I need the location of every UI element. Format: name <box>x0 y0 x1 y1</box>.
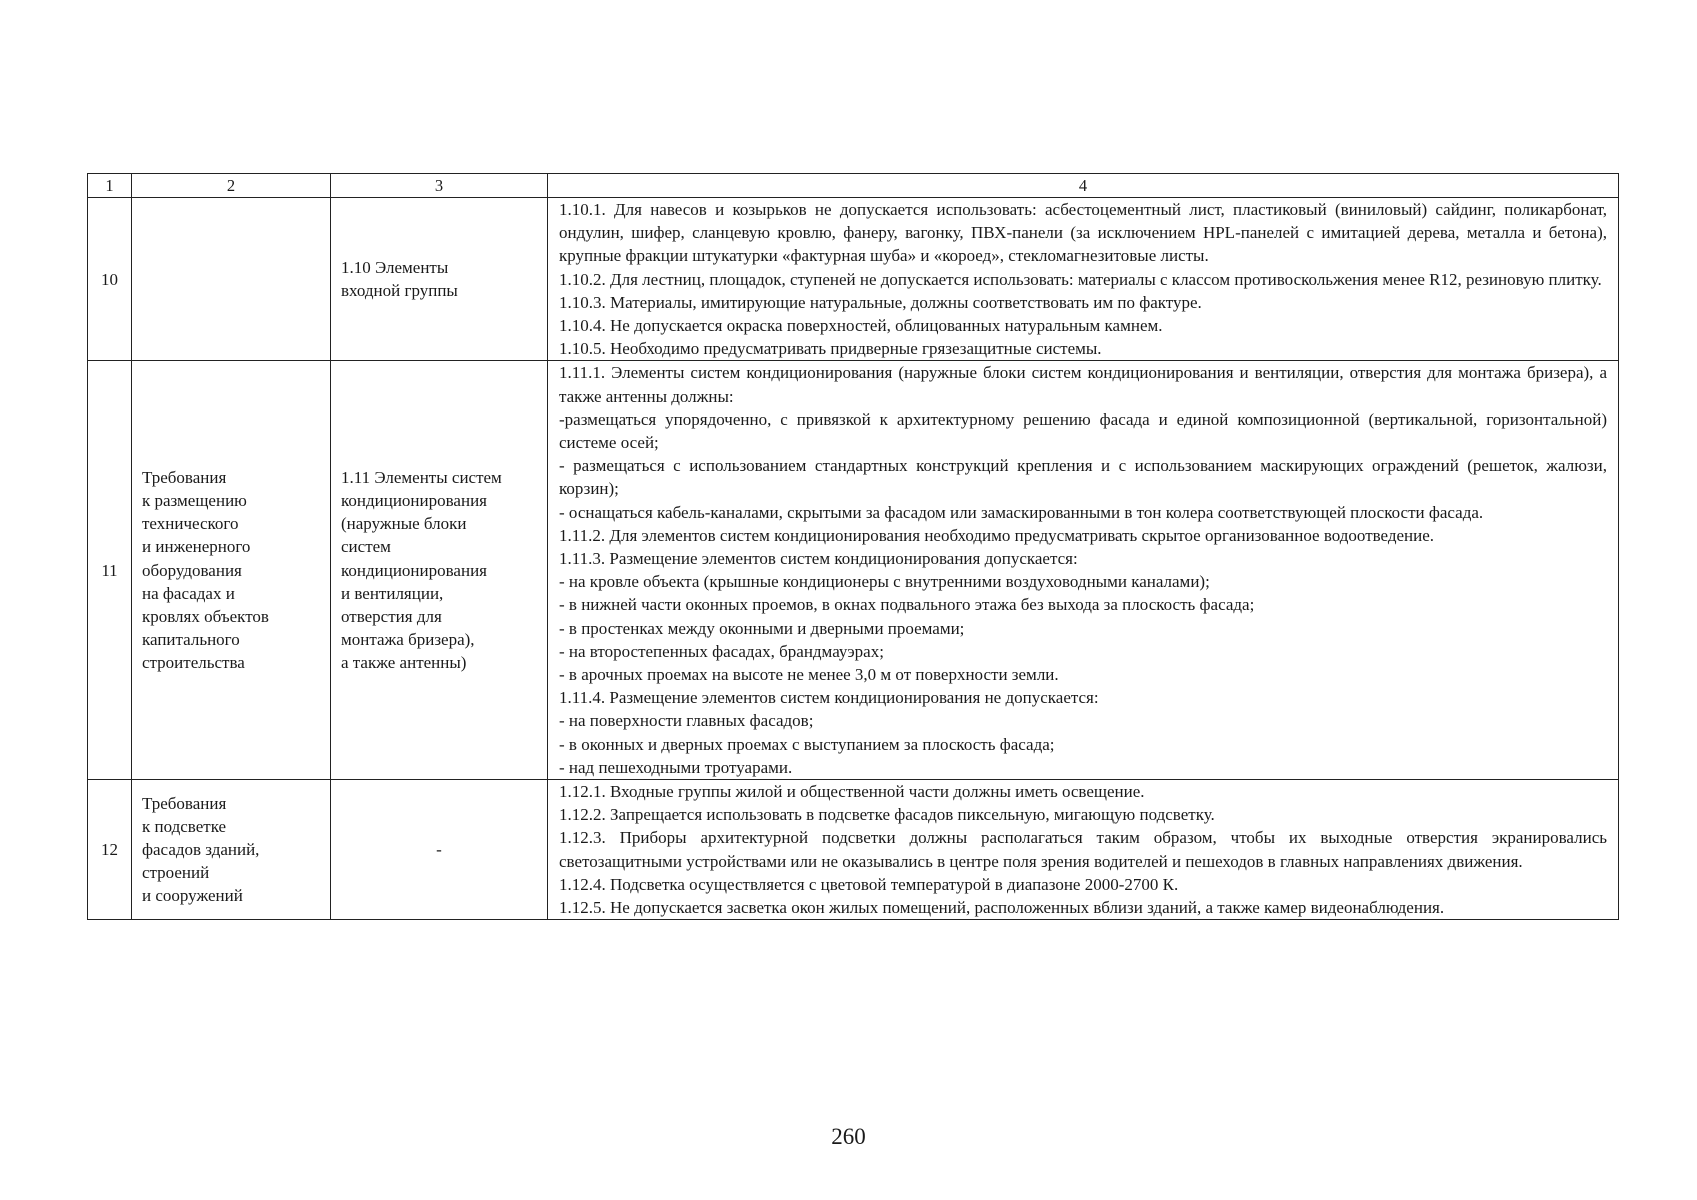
requirement-item: 1.10.1. Для навесов и козырьков не допускается использовать: асбестоцементный лист, пластиковый (виниловый) сайдинг, поликарбонат, ондулин, шифер, сланцевую кровлю, фанеру, вагонку, ПВХ-панели (за исключением HPL-панелей с имитацией дерева, металла и бетона), крупные фракции штукатурки «фактурная шуба» и «короед», стекломагнезитовые листы. <box>559 200 1607 266</box>
requirement-item: - оснащаться кабель-каналами, скрытыми за фасадом или замаскированными в тон колера соответствующей плоскости фасада. <box>559 502 1484 522</box>
table-header-row <box>88 174 1619 198</box>
requirements-table <box>87 173 1619 920</box>
requirement-item: - в оконных и дверных проемах с выступанием за плоскость фасада; <box>559 734 1055 754</box>
requirement-item: 1.10.3. Материалы, имитирующие натуральные, должны соответствовать им по фактуре. <box>559 292 1202 312</box>
requirement-item: 1.12.3. Приборы архитектурной подсветки должны располагаться таким образом, чтобы их выходные отверстия экранировались светозащитными устройствами или не оказывались в центре поля зрения водителей и пешеходов в главных направлениях движения. <box>559 828 1607 871</box>
requirements-cell <box>548 361 1619 780</box>
requirement-item: - над пешеходными тротуарами. <box>559 757 793 777</box>
row-number: 10 <box>88 198 132 361</box>
requirement-item: 1.10.5. Необходимо предусматривать придверные грязезащитные системы. <box>559 339 1102 359</box>
requirement-category <box>132 361 331 780</box>
requirement-category <box>132 198 331 361</box>
requirement-item: 1.12.4. Подсветка осуществляется с цветовой температурой в диапазоне 2000-2700 К. <box>559 874 1179 894</box>
requirement-item: - на поверхности главных фасадов; <box>559 711 814 731</box>
requirement-item: 1.10.4. Не допускается окраска поверхностей, облицованных натуральным камнем. <box>559 316 1163 336</box>
requirement-item: - на второстепенных фасадах, брандмауэрах; <box>559 641 884 661</box>
requirement-item: - размещаться с использованием стандартных конструкций крепления и с использованием маскирующих ограждений (решеток, жалюзи, корзин); <box>559 456 1607 499</box>
requirement-category <box>132 780 331 920</box>
requirement-item: 1.11.2. Для элементов систем кондиционирования необходимо предусматривать скрытое организованное водоотведение. <box>559 525 1435 545</box>
column-header-2: 2 <box>132 174 331 198</box>
column-header-4: 4 <box>548 174 1619 198</box>
requirement-item: 1.12.5. Не допускается засветка окон жилых помещений, расположенных вблизи зданий, а также камер видеонаблюдения. <box>559 898 1445 918</box>
element-name <box>331 198 548 361</box>
column-header-1: 1 <box>88 174 132 198</box>
requirement-item: 1.10.2. Для лестниц, площадок, ступеней не допускается использовать: материалы с классом противоскольжения менее R12, резиновую плитку. <box>559 269 1602 289</box>
requirement-item: - в нижней части оконных проемов, в окнах подвального этажа без выхода за плоскость фасада; <box>559 595 1255 615</box>
page-number: 260 <box>831 1124 866 1149</box>
requirement-item: - в арочных проемах на высоте не менее 3,0 м от поверхности земли. <box>559 665 1059 685</box>
element-name: - <box>331 780 548 920</box>
requirements-cell <box>548 780 1619 920</box>
requirement-category-text: Требования к подсветке фасадов зданий, строений и сооружений <box>142 793 260 906</box>
row-number: 12 <box>88 780 132 920</box>
table-row-12 <box>88 780 1619 920</box>
element-name-text: 1.11 Элементы систем кондиционирования (наружные блоки систем кондиционирования и вентиляции, отверстия для монтажа бризера), а также антенны) <box>341 467 502 673</box>
element-name-text: 1.10 Элементы входной группы <box>341 258 458 301</box>
table-row-10 <box>88 198 1619 361</box>
table-row-11 <box>88 361 1619 780</box>
requirement-item: 1.11.1. Элементы систем кондиционирования (наружные блоки систем кондиционирования и вентиляции, отверстия для монтажа бризера), а также антенны должны: <box>559 363 1607 406</box>
requirement-item: 1.11.4. Размещение элементов систем кондиционирования не допускается: <box>559 688 1099 708</box>
requirement-item: - на кровле объекта (крышные кондиционеры с внутренними воздуховодными каналами); <box>559 572 1210 592</box>
element-name <box>331 361 548 780</box>
requirement-item: -размещаться упорядоченно, с привязкой к архитектурному решению фасада и единой композиционной (вертикальной, горизонтальной) системе осей; <box>559 409 1607 453</box>
requirement-item: 1.12.2. Запрещается использовать в подсветке фасадов пиксельную, мигающую подсветку. <box>559 805 1215 825</box>
requirement-item: 1.12.1. Входные группы жилой и общественной части должны иметь освещение. <box>559 782 1145 802</box>
requirements-cell <box>548 198 1619 361</box>
row-number: 11 <box>88 361 132 780</box>
requirement-category-text: Требования к размещению технического и инженерного оборудования на фасадах и кровлях объектов капитального строительства <box>142 467 269 673</box>
requirement-item: - в простенках между оконными и дверными проемами; <box>559 618 965 638</box>
column-header-3: 3 <box>331 174 548 198</box>
requirement-item: 1.11.3. Размещение элементов систем кондиционирования допускается: <box>559 549 1078 569</box>
